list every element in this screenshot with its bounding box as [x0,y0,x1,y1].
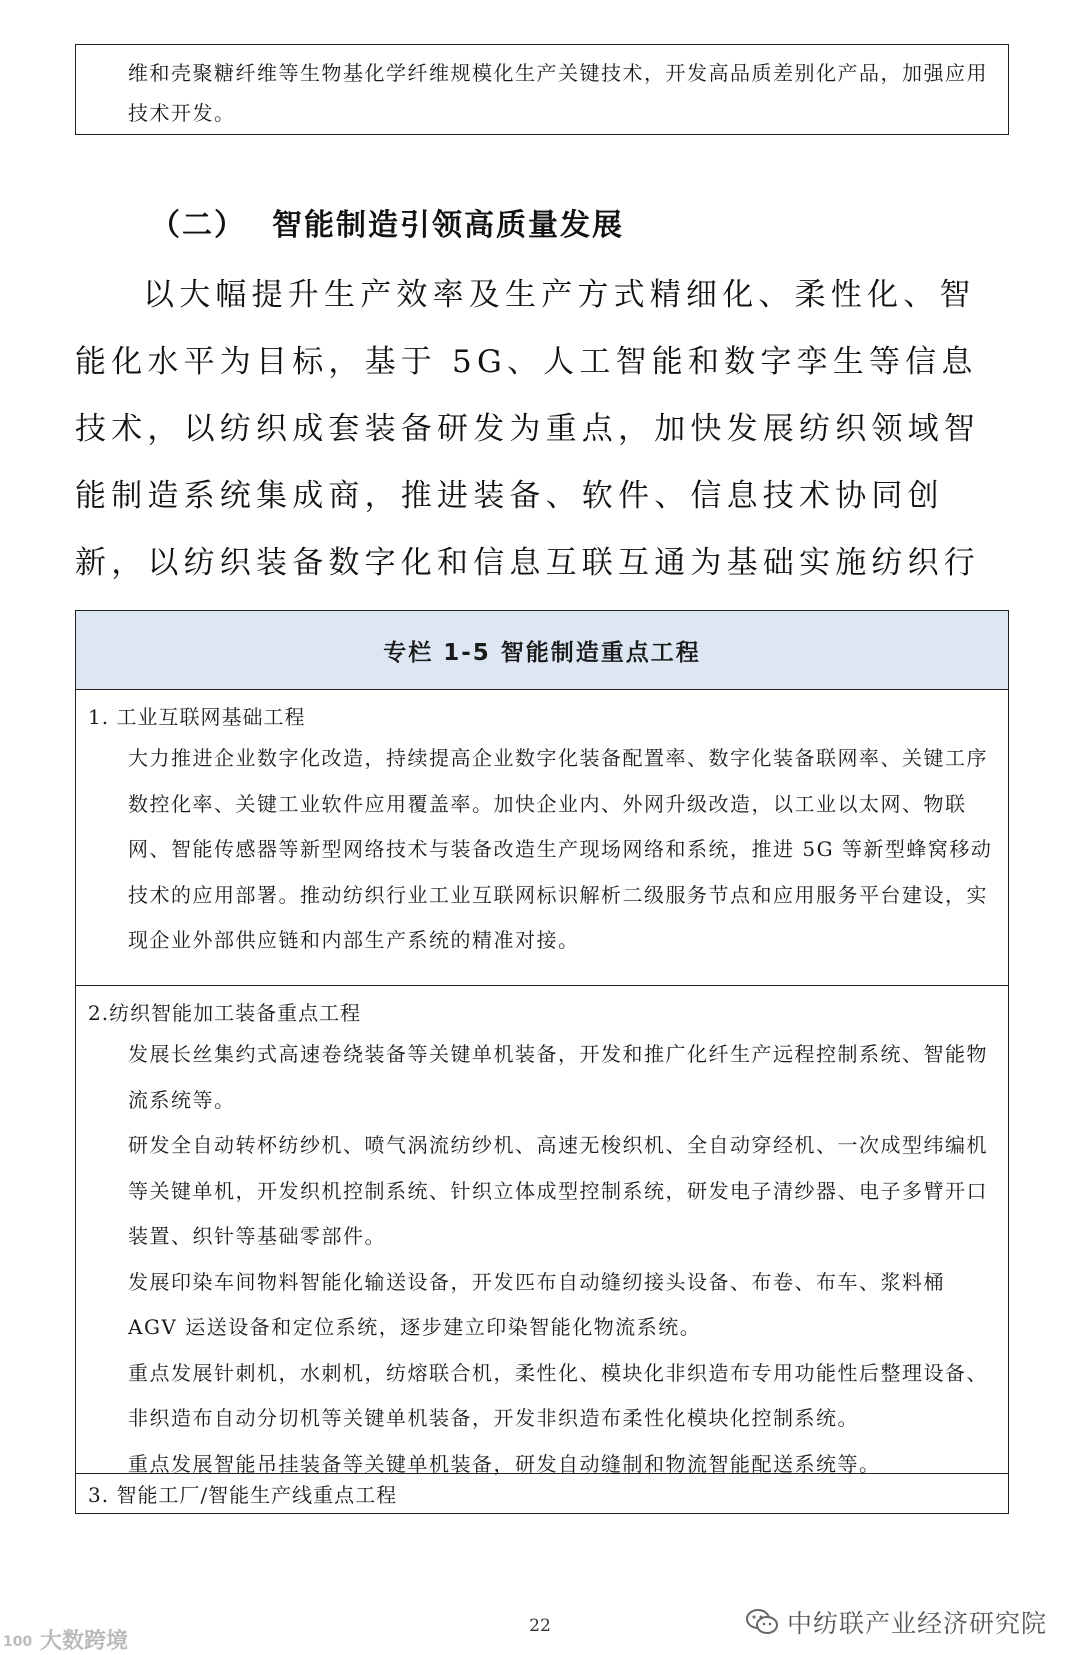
project-paragraph: 大力推进企业数字化改造，持续提高企业数字化装备配置率、数字化装备联网率、关键工序数控化率、关键工业软件应用覆盖率。加快企业内、外网升级改造，以工业以太网、物联网、智能传感器等新型网络技术与装备改造生产现场网络和系统，推进 5G 等新型蜂窝移动技术的应用部署。推动纺织行业工业互联网标识解析二级服务节点和应用服务平台建设，实现企业外部供应链和内部生产系统的精准对接。 [128,746,993,952]
watermark-source: 中纺联产业经济研究院 [787,1609,1048,1638]
section-title: 智能制造引领高质量发展 [272,208,624,243]
column-box [75,610,1009,1514]
section-heading [150,200,624,244]
wechat-icon [745,1607,779,1637]
brand-watermark [2,1624,128,1655]
continued-text: 维和壳聚糖纤维等生物基化学纤维规模化生产关键技术，开发高品质差别化产品，加强应用技术开发。 [128,61,988,125]
project-paragraph: 发展长丝集约式高速卷绕装备等关键单机装备，开发和推广化纤生产远程控制系统、智能物流系统等。 [128,1042,988,1112]
project-paragraph: 重点发展智能吊挂装备等关键单机装备，研发自动缝制和物流智能配送系统等。 [128,1451,881,1476]
project-section [76,986,1008,1474]
project-paragraph: 研发全自动转杯纺纱机、喷气涡流纺纱机、高速无梭织机、全自动穿经机、一次成型纬编机等关键单机，开发织机控制系统、针织立体成型控制系统，研发电子清纱器、电子多臂开口装置、织针等基础零部件。 [128,1133,988,1248]
watermark-brand: 大数跨境 [40,1629,129,1654]
project-title: 1. 工业互联网基础工程 [88,705,306,729]
project-paragraph: 发展印染车间物料智能化输送设备，开发匹布自动缝纫接头设备、布卷、布车、浆料桶 AGV 运送设备和定位系统，逐步建立印染智能化物流系统。 [128,1269,945,1339]
project-title: 2.纺织智能加工装备重点工程 [88,1001,362,1025]
column-title: 专栏 1-5 智能制造重点工程 [76,611,1008,690]
continued-text-box [75,44,1009,135]
brand-logo-icon [2,1628,36,1652]
page-number: 22 [529,1616,551,1636]
wechat-watermark [745,1604,1047,1640]
project-paragraph: 重点发展针刺机，水刺机，纺熔联合机，柔性化、模块化非织造布专用功能性后整理设备、非织造布自动分切机等关键单机装备，开发非织造布柔性化模块化控制系统。 [128,1360,988,1430]
section-number: （二） [150,208,246,243]
project-title: 3. 智能工厂/智能生产线重点工程 [88,1483,398,1507]
brand-logo-mark: 100 [3,1633,33,1650]
section-paragraph: 以大幅提升生产效率及生产方式精细化、柔性化、智能化水平为目标，基于 5G、人工智能和数字孪生等信息技术，以纺织成套装备研发为重点，加快发展纺织领域智能制造系统集成商，推进装备、软件、信息技术协同创新，以纺织装备数字化和信息互联互通为基础实施纺织行 [75,277,980,581]
project-section [76,690,1008,986]
